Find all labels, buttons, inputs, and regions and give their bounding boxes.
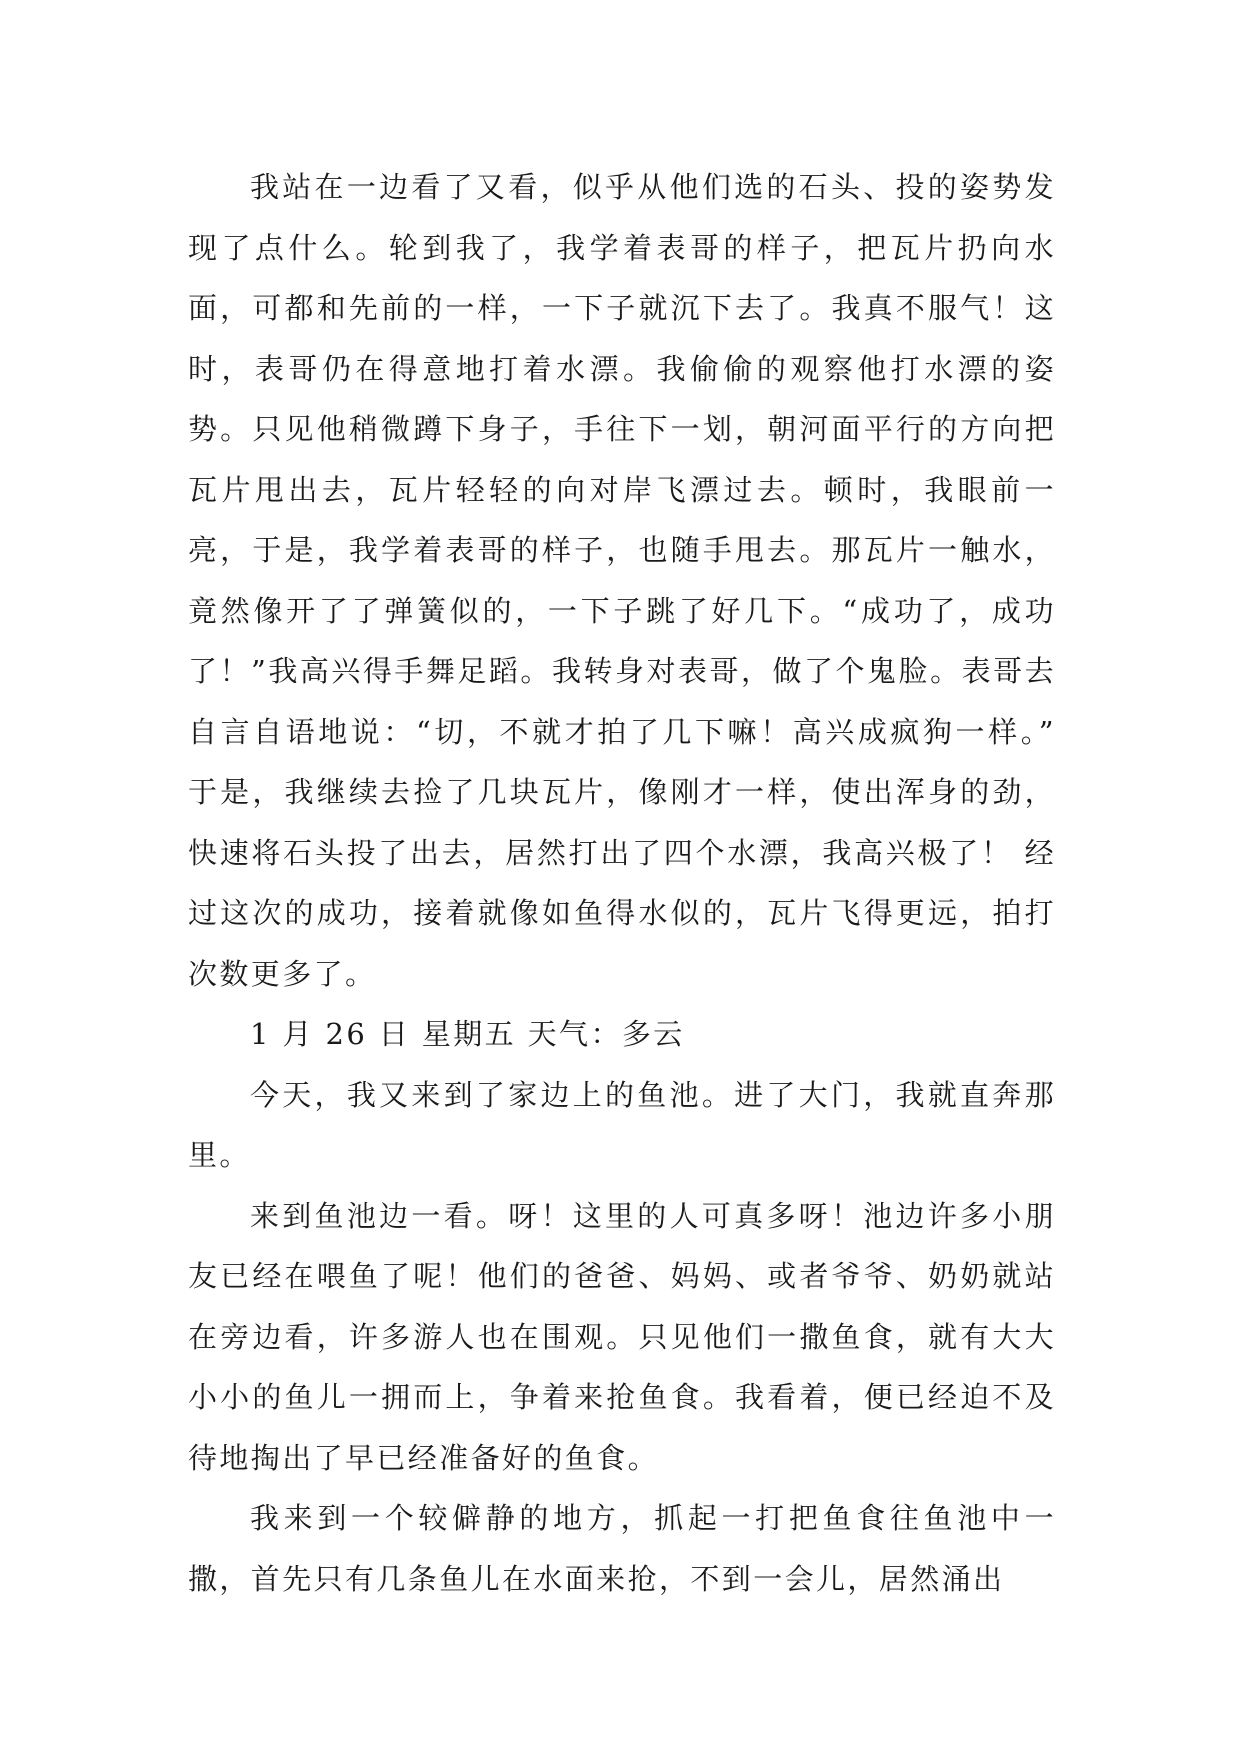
paragraph-skipping-stones: 我站在一边看了又看，似乎从他们选的石头、投的姿势发现了点什么。轮到我了，我学着表哥的样子，把瓦片扔向水面，可都和先前的一样，一下子就沉下去了。我真不服气！这时，表哥仍在得意地打着水漂。我偷偷的观察他打水漂的姿势。只见他稍微蹲下身子，手往下一划，朝河面平行的方向把瓦片甩出去，瓦片轻轻的向对岸飞漂过去。顿时，我眼前一亮，于是，我学着表哥的样子，也随手甩去。那瓦片一触水，竟然像开了了弹簧似的，一下子跳了好几下。“成功了，成功了！”我高兴得手舞足蹈。我转身对表哥，做了个鬼脸。表哥去自言自语地说：“切，不就才拍了几下嘛！高兴成疯狗一样。” 于是，我继续去捡了几块瓦片，像刚才一样，使出浑身的劲，快速将石头投了出去，居然打出了四个水漂，我高兴极了！ 经过这次的成功，接着就像如鱼得水似的，瓦片飞得更远，拍打次数更多了。 bbox=[188, 170, 1056, 991]
paragraph-crowd-feeding-fish: 来到鱼池边一看。呀！这里的人可真多呀！池边许多小朋友已经在喂鱼了呢！他们的爸爸、妈妈、或者爷爷、奶奶就站在旁边看，许多游人也在围观。只见他们一撒鱼食，就有大大小小的鱼儿一拥而上，争着来抢鱼食。我看着，便已经迫不及待地掏出了早已经准备好的鱼食。 bbox=[188, 1198, 1056, 1475]
paragraph-fish-pond-arrival: 今天，我又来到了家边上的鱼池。进了大门，我就直奔那里。 bbox=[188, 1077, 1056, 1172]
paragraph-quiet-spot: 我来到一个较僻静的地方，抓起一打把鱼食往鱼池中一撒，首先只有几条鱼儿在水面来抢，不到一会儿，居然涌出 bbox=[188, 1501, 1056, 1596]
document-body bbox=[188, 157, 1056, 1609]
diary-date-heading: 1 月 26 日 星期五 天气：多云 bbox=[250, 1017, 685, 1051]
